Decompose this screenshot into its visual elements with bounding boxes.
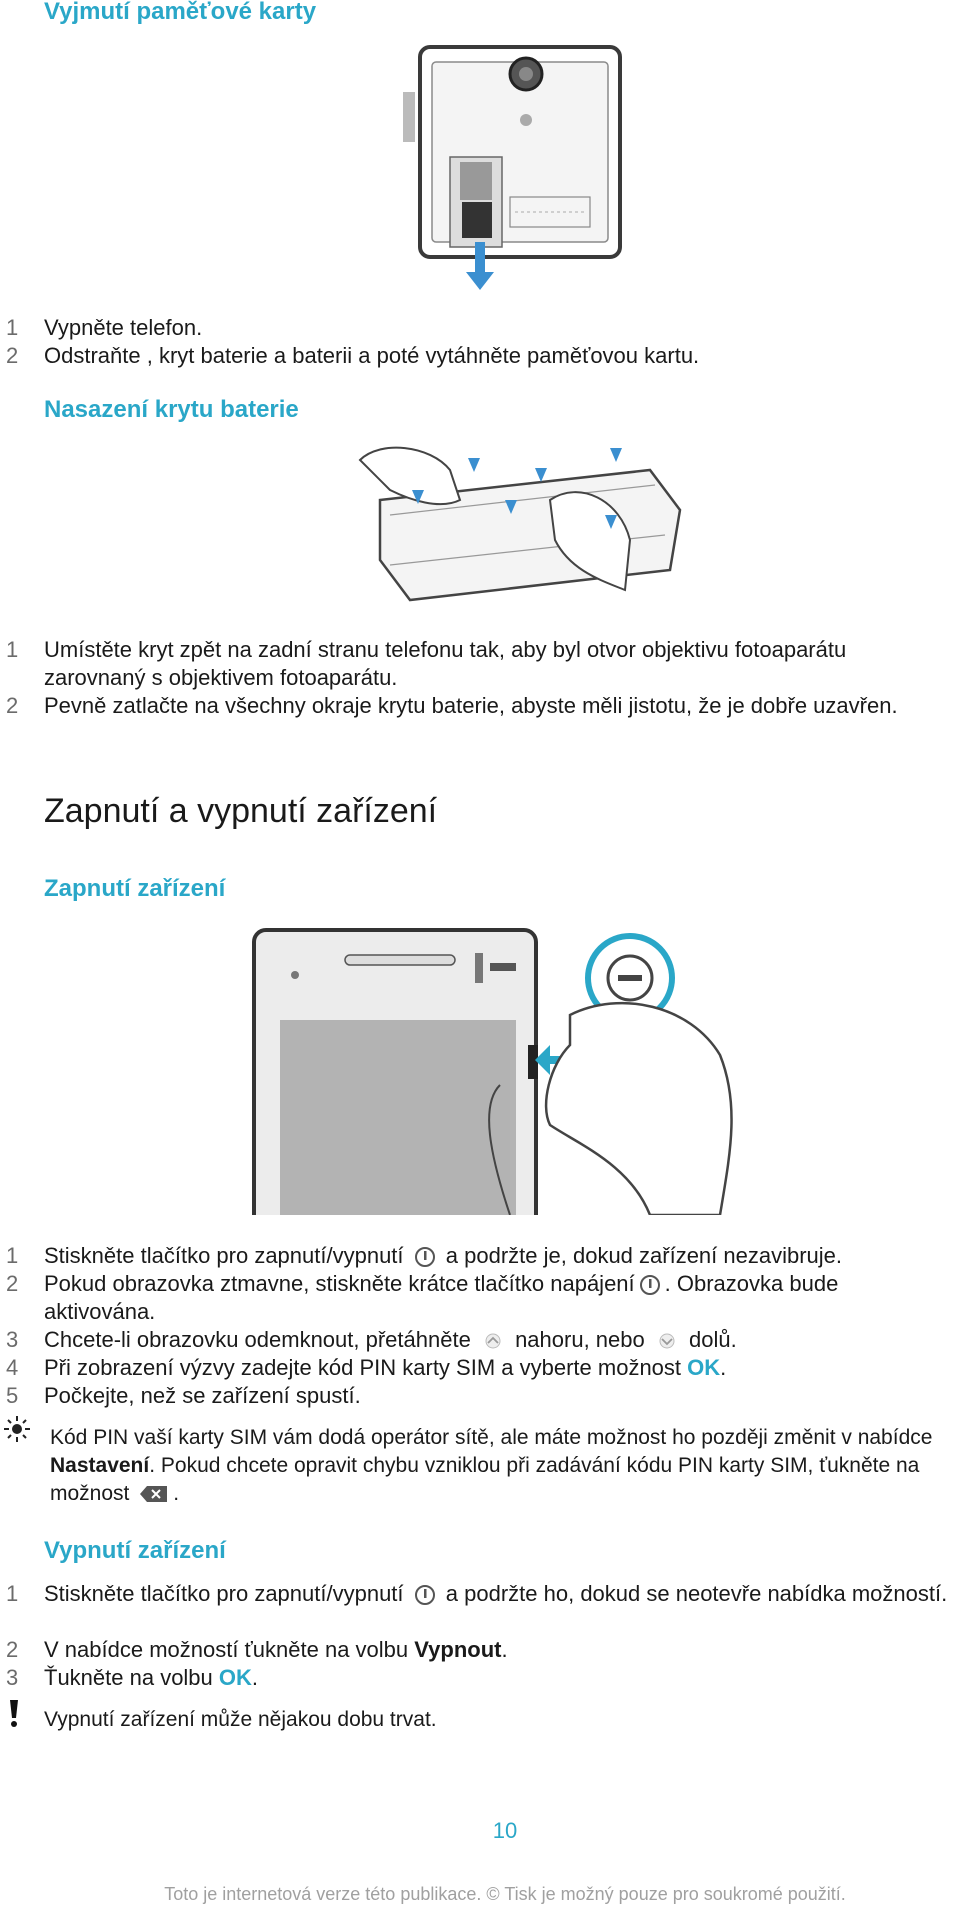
power-button-icon — [639, 1274, 661, 1296]
heading-power-on: Zapnutí zařízení — [44, 875, 226, 902]
page-number: 10 — [492, 1818, 518, 1843]
heading-remove-memory-card: Vyjmutí paměťové karty — [44, 0, 317, 25]
heading-battery-cover: Nasazení krytu baterie — [44, 396, 299, 423]
memory-card-illustration — [400, 42, 640, 292]
power-button-icon — [414, 1584, 436, 1606]
lightbulb-tip-icon — [2, 1414, 32, 1444]
heading-power-off: Vypnutí zařízení — [44, 1537, 226, 1564]
swipe-up-icon — [481, 1333, 505, 1349]
page-title: Zapnutí a vypnutí zařízení — [44, 792, 438, 830]
delete-key-icon — [139, 1484, 169, 1504]
power-on-illustration — [250, 925, 750, 1215]
exclamation-icon — [6, 1698, 22, 1728]
footer-note: Toto je internetová verze této publikace. © Tisk je možný pouze pro soukromé použití. — [164, 1884, 846, 1904]
battery-cover-illustration — [350, 440, 690, 620]
swipe-down-icon — [655, 1333, 679, 1349]
power-button-icon — [414, 1246, 436, 1268]
